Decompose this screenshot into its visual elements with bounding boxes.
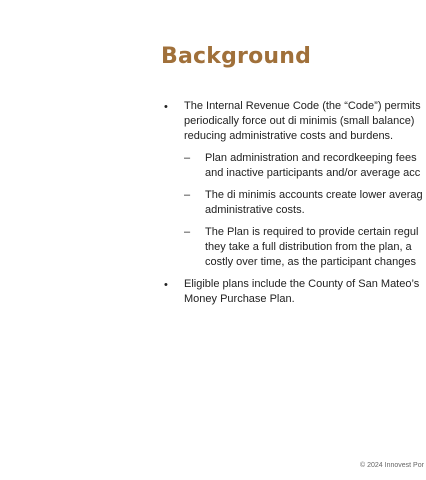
sub-bullet-marker: –	[184, 226, 191, 238]
sub-bullet-line: they take a full distribution from the plan, a	[205, 241, 412, 253]
bullet-line: reducing administrative costs and burdens.	[184, 130, 394, 142]
sub-bullet-marker: –	[184, 189, 191, 201]
bullet-text	[184, 99, 421, 144]
sub-bullet-text	[205, 188, 423, 218]
sub-bullet-line: administrative costs.	[205, 204, 305, 216]
bullet-marker: •	[164, 279, 168, 291]
bullet-marker: •	[164, 101, 168, 113]
bullet-line: Money Purchase Plan.	[184, 293, 295, 305]
footer-copyright: © 2024 Innovest Por	[360, 462, 424, 469]
bullet-line: Eligible plans include the County of San Mateo’s	[184, 278, 420, 290]
sub-bullet-line: The di minimis accounts create lower averag	[205, 189, 423, 201]
sub-bullet-line: Plan administration and recordkeeping fees	[205, 152, 417, 164]
sub-bullet-text	[205, 225, 418, 270]
sub-bullet-line: costly over time, as the participant changes	[205, 256, 416, 268]
slide-title: Background	[161, 44, 312, 69]
bullet-text	[184, 277, 419, 307]
sub-bullet-line: The Plan is required to provide certain regul	[205, 226, 419, 238]
sub-bullet-marker: –	[184, 152, 191, 164]
sub-bullet-text	[205, 151, 420, 181]
bullet-line: periodically force out di minimis (small balance)	[184, 115, 415, 127]
sub-bullet-line: and inactive participants and/or average acc	[205, 167, 421, 179]
bullet-line: The Internal Revenue Code (the “Code”) permits	[184, 100, 421, 112]
